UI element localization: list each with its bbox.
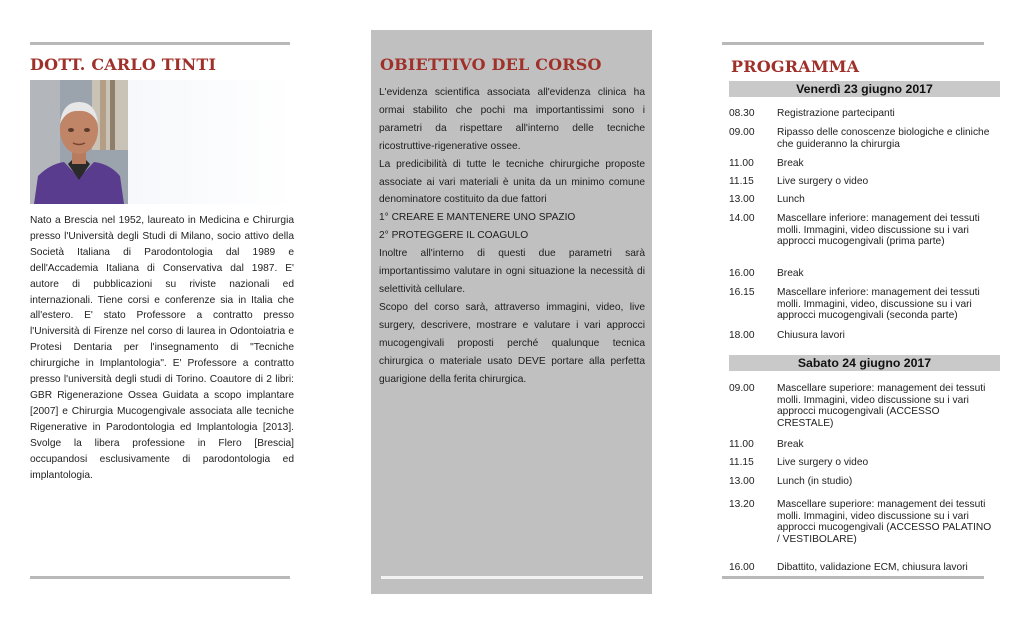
doctor-photo	[30, 80, 128, 204]
objective-paragraph-1: L'evidenza scientifica associata all'evidenza clinica ha ormai stabilito che pochi ma importantissimi sono i parametri da rispettare all'interno delle tecniche ricostruttive-rigenerative ossee.	[379, 87, 645, 152]
schedule-time: 11.15	[729, 457, 754, 468]
schedule-activity: Live surgery o video	[777, 457, 869, 468]
objective-title: OBIETTIVO DEL CORSO	[380, 55, 602, 74]
schedule-activity: Break	[777, 268, 804, 279]
schedule-activity: Registrazione partecipanti	[777, 108, 895, 119]
schedule-time: 08.30	[729, 108, 755, 119]
schedule-time: 13.00	[729, 194, 755, 205]
portrait-image	[30, 80, 128, 204]
schedule-activity: Lunch (in studio)	[777, 476, 853, 487]
schedule-time: 09.00	[729, 383, 755, 394]
schedule-time: 14.00	[729, 213, 755, 224]
doctor-title: DOTT. CARLO TINTI	[30, 55, 217, 74]
schedule-activity: Break	[777, 439, 804, 450]
objective-body	[379, 84, 645, 388]
schedule-time: 11.00	[729, 158, 754, 169]
schedule-time: 11.15	[729, 176, 754, 187]
bottom-rule-left	[30, 576, 290, 579]
schedule-activity: Mascellare superiore: management dei tessuti molli. Immagini, video discussione su i vari approcci mucogengivali (ACCESSO PALATINO / VESTIBOLARE)	[777, 499, 992, 545]
schedule-activity: Dibattito, validazione ECM, chiusura lavori	[777, 562, 968, 573]
schedule-time: 11.00	[729, 439, 754, 450]
schedule-activity: Mascellare inferiore: management dei tessuti molli. Immagini, video discussione su i vari approcci mucogengivali (prima parte)	[777, 213, 980, 247]
objective-point-1: 1° CREARE E MANTENERE UNO SPAZIO	[379, 212, 576, 224]
schedule-time: 13.20	[729, 499, 755, 510]
day-2-header: Sabato 24 giugno 2017	[729, 355, 1000, 371]
schedule-activity: Live surgery o video	[777, 176, 869, 187]
objective-paragraph-3: Inoltre all'interno di questi due parametri sarà importantissimo valutare in ogni situazione la necessità di selettività cellulare.	[379, 248, 645, 295]
program-title: PROGRAMMA	[731, 57, 860, 76]
schedule-time: 16.15	[729, 287, 755, 298]
schedule-time: 16.00	[729, 268, 755, 279]
schedule-time: 09.00	[729, 127, 755, 138]
bottom-rule-right	[722, 576, 984, 579]
schedule-activity: Mascellare superiore: management dei tessuti molli. Immagini, video discussione su i vari approcci mucogengivali (ACCESSO CRESTALE)	[777, 383, 986, 429]
objective-point-2: 2° PROTEGGERE IL COAGULO	[379, 230, 529, 242]
schedule-time: 18.00	[729, 330, 755, 341]
objective-paragraph-4: Scopo del corso sarà, attraverso immagini, video, live surgery, descrivere, mostrare e valutare i vari approcci mucogengivali proposti perché qualunque tecnica chirurgica o materiale usato DEVE portare alla perfetta guarigione della ferita chirurgica.	[379, 301, 645, 385]
schedule-time: 16.00	[729, 562, 755, 573]
doctor-bio: Nato a Brescia nel 1952, laureato in Medicina e Chirurgia presso l'Università degli Studi di Milano, socio attivo della Società Italiana di Parodontologia dal 1989 e dell'Accademia Italiana di Conservativa dal 1987. E' autore di pubblicazioni su riviste nazionali ed internazionali. Tiene corsi e conferenze sia in Italia che all'estero. E' stato Professore a contratto presso l'Università di Firenze nel corso di laurea in Odontoiatria e Protesi Dentaria per l'insegnamento di "Tecniche chirurgiche in Implantologia". E' Professore a contratto presso l'università degli studi di Torino. Coautore di 2 libri: GBR Rigenerazione Ossea Guidata a scopo implantare [2007] e Chirurgia Mucogengivale associata alle tecniche Rigenerative in Parodontologia ed Implantologia [2013]. Svolge la libera professione in Flero [Brescia] occupandosi esclusivamente di parodontologia ed implantologia.	[30, 215, 294, 481]
schedule-time: 13.00	[729, 476, 755, 487]
schedule-activity: Ripasso delle conoscenze biologiche e cliniche che guideranno la chirurgia	[777, 127, 990, 150]
schedule-activity: Mascellare inferiore: management dei tessuti molli. Immagini, video, discussione su i vari approcci mucogengivali (seconda parte)	[777, 287, 980, 321]
top-rule-right	[722, 42, 984, 45]
photo-background	[128, 80, 296, 204]
day-1-header: Venerdì 23 giugno 2017	[729, 81, 1000, 97]
top-rule-left	[30, 42, 290, 45]
schedule-activity: Break	[777, 158, 804, 169]
objective-paragraph-2: La predicibilità di tutte le tecniche chirurgiche proposte associate ai vari materiali è unita da un minimo comune denominatore costituito da due fattori	[379, 158, 645, 206]
schedule-activity: Chiusura lavori	[777, 330, 845, 341]
schedule-activity: Lunch	[777, 194, 805, 205]
bottom-rule-middle	[381, 576, 643, 579]
